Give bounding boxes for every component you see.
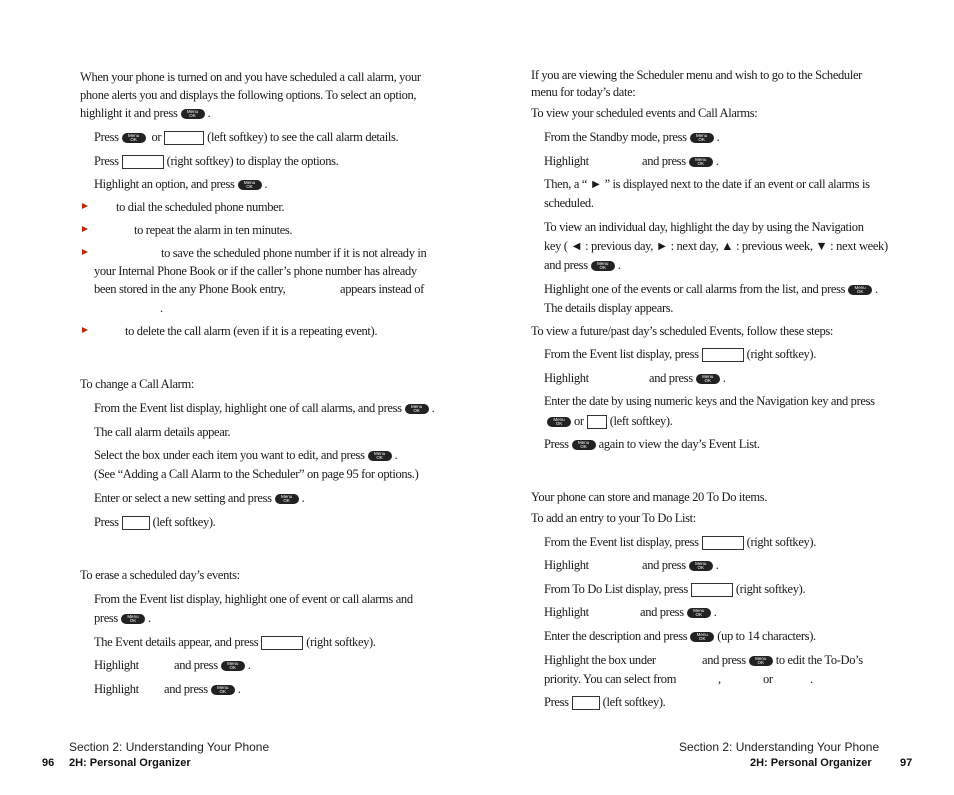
view-step-4b: key ( ◄ : previous day, ► : next day, ▲ : previous week, ▼ : next week): [544, 239, 888, 253]
todo-step-6b: priority. You can select from: [544, 672, 677, 686]
todo-step-1: From the Event list display, press (right softkey).: [544, 535, 817, 549]
step-press-options: Press (right softkey) to display the options.: [94, 154, 339, 168]
option-save-desc-3: been stored in the any Phone Book entry,: [94, 282, 286, 296]
change-step-1: From the Event list display, highlight one of call alarms, and pressMenu OK .: [94, 400, 434, 416]
right-page-number: 97: [900, 757, 913, 769]
menu-ok-key-icon: [181, 109, 205, 119]
todo-add-intro: To add an entry to your To Do List:: [531, 511, 696, 525]
menu-ok-key-icon: [689, 157, 713, 167]
menu-ok-key-icon: [221, 661, 245, 671]
todo-step-6b-or: or: [763, 672, 773, 686]
future-step-2-press: and pressMenu OK .: [649, 370, 726, 386]
change-step-2: The call alarm details appear.: [94, 425, 231, 439]
todo-step-2: Highlight: [544, 558, 589, 572]
right-softkey-icon: [261, 636, 303, 650]
right-intro-line-2: menu for today’s date:: [531, 85, 636, 99]
option-save-desc-1: to save the scheduled phone number if it is not already in: [161, 246, 427, 260]
view-step-3a: Then, a “ ► ” is displayed next to the date if an event or call alarms is: [544, 177, 870, 191]
left-softkey-icon: [572, 696, 600, 710]
bullet-arrow-icon: [82, 327, 88, 333]
left-footer-chapter: 2H: Personal Organizer: [69, 757, 191, 769]
left-softkey-icon: [122, 516, 150, 530]
menu-ok-key-icon: [121, 614, 145, 624]
menu-ok-key-icon: [749, 656, 773, 666]
menu-ok-key-icon: [547, 417, 571, 427]
right-intro-line-1: If you are viewing the Scheduler menu and wish to go to the Scheduler: [531, 68, 862, 82]
erase-step-3-press: and pressMenu OK .: [174, 657, 251, 673]
left-page-number: 96: [42, 757, 55, 769]
right-softkey-icon: [702, 536, 744, 550]
future-step-4: PressMenu OK again to view the day’s Event List.: [544, 436, 760, 452]
view-step-4c: and pressMenu OK .: [544, 257, 621, 273]
change-step-5: Press (left softkey).: [94, 515, 216, 529]
erase-step-1a: From the Event list display, highlight one of event or call alarms and: [94, 592, 413, 606]
future-past-intro: To view a future/past day’s scheduled Events, follow these steps:: [531, 324, 833, 338]
left-intro-line-2: phone alerts you and displays the following options. To select an option,: [80, 88, 417, 102]
menu-ok-key-icon: [690, 133, 714, 143]
change-step-3b: (See “Adding a Call Alarm to the Scheduler” on page 95 for options.): [94, 467, 419, 481]
menu-ok-key-icon: [690, 632, 714, 642]
view-step-3b: scheduled.: [544, 196, 594, 210]
right-softkey-icon: [702, 348, 744, 362]
view-step-5b: The details display appears.: [544, 301, 674, 315]
todo-step-6a: Highlight the box under: [544, 653, 656, 667]
todo-step-6b-dot: .: [810, 672, 813, 686]
option-save-desc-3b: appears instead of: [340, 282, 424, 296]
menu-ok-key-icon: [572, 440, 596, 450]
erase-step-4: Highlight: [94, 682, 139, 696]
todo-step-6a-press: and pressMenu OK to edit the To-Do’s: [702, 652, 863, 668]
bullet-arrow-icon: [82, 226, 88, 232]
menu-ok-key-icon: [687, 608, 711, 618]
right-softkey-icon: [691, 583, 733, 597]
left-intro-line-3: highlight it and pressMenu OK .: [80, 105, 210, 121]
view-step-1: From the Standby mode, pressMenu OK .: [544, 129, 719, 145]
menu-ok-key-icon: [848, 285, 872, 295]
view-step-4a: To view an individual day, highlight the day by using the Navigation: [544, 220, 864, 234]
view-events-intro: To view your scheduled events and Call Alarms:: [531, 106, 758, 120]
future-step-1: From the Event list display, press (right softkey).: [544, 347, 817, 361]
todo-step-5: Enter the description and pressMenu OK (up to 14 characters).: [544, 628, 816, 644]
change-step-3a: Select the box under each item you want to edit, and pressMenu OK .: [94, 447, 397, 463]
option-call-desc: to dial the scheduled phone number.: [116, 200, 285, 214]
change-step-4: Enter or select a new setting and pressMenu OK .: [94, 490, 304, 506]
bullet-arrow-icon: [82, 249, 88, 255]
option-save-desc-2: your Internal Phone Book or if the caller’s phone number has already: [94, 264, 417, 278]
todo-step-7: Press (left softkey).: [544, 695, 666, 709]
menu-ok-key-icon: [696, 374, 720, 384]
menu-ok-key-icon: [238, 180, 262, 190]
todo-capacity: Your phone can store and manage 20 To Do items.: [531, 490, 767, 504]
option-erase-desc: to delete the call alarm (even if it is a repeating event).: [125, 324, 378, 338]
view-step-2: Highlight: [544, 154, 589, 168]
view-step-2-press: and pressMenu OK .: [642, 153, 719, 169]
erase-step-2: The Event details appear, and press (right softkey).: [94, 635, 376, 649]
option-snooze-desc: to repeat the alarm in ten minutes.: [134, 223, 293, 237]
menu-ok-key-icon: [591, 261, 615, 271]
view-step-5a: Highlight one of the events or call alarms from the list, and pressMenu OK .: [544, 281, 878, 297]
bullet-arrow-icon: [82, 203, 88, 209]
menu-ok-key-icon: [211, 685, 235, 695]
left-intro-line-1: When your phone is turned on and you have scheduled a call alarm, your: [80, 70, 421, 84]
future-step-2: Highlight: [544, 371, 589, 385]
erase-step-3: Highlight: [94, 658, 139, 672]
erase-step-4-press: and pressMenu OK .: [164, 681, 241, 697]
right-footer-chapter: 2H: Personal Organizer: [750, 757, 872, 769]
menu-ok-key-icon: [275, 494, 299, 504]
menu-ok-key-icon: [122, 133, 146, 143]
future-step-3a: Enter the date by using numeric keys and the Navigation key and press: [544, 394, 875, 408]
erase-step-1b: pressMenu OK .: [94, 610, 151, 626]
left-softkey-icon: [164, 131, 204, 145]
todo-step-6b-comma: ,: [718, 672, 721, 686]
todo-step-3: From To Do List display, press (right softkey).: [544, 582, 806, 596]
future-step-3b: Menu OKor (left softkey).: [544, 413, 673, 429]
menu-ok-key-icon: [405, 404, 429, 414]
menu-ok-key-icon: [689, 561, 713, 571]
right-footer-section: Section 2: Understanding Your Phone: [679, 740, 880, 754]
option-save-desc-4: .: [160, 301, 163, 315]
change-alarm-intro: To change a Call Alarm:: [80, 377, 194, 391]
step-highlight-option: Highlight an option, and pressMenu OK .: [94, 176, 267, 192]
todo-step-2-press: and pressMenu OK .: [642, 557, 719, 573]
left-softkey-icon: [587, 415, 607, 429]
erase-day-intro: To erase a scheduled day’s events:: [80, 568, 240, 582]
step-press-details: PressMenu OK or (left softkey) to see the call alarm details.: [94, 129, 398, 145]
todo-step-4: Highlight: [544, 605, 589, 619]
todo-step-4-press: and pressMenu OK .: [640, 604, 717, 620]
right-softkey-icon: [122, 155, 164, 169]
left-footer-section: Section 2: Understanding Your Phone: [69, 740, 270, 754]
menu-ok-key-icon: [368, 451, 392, 461]
